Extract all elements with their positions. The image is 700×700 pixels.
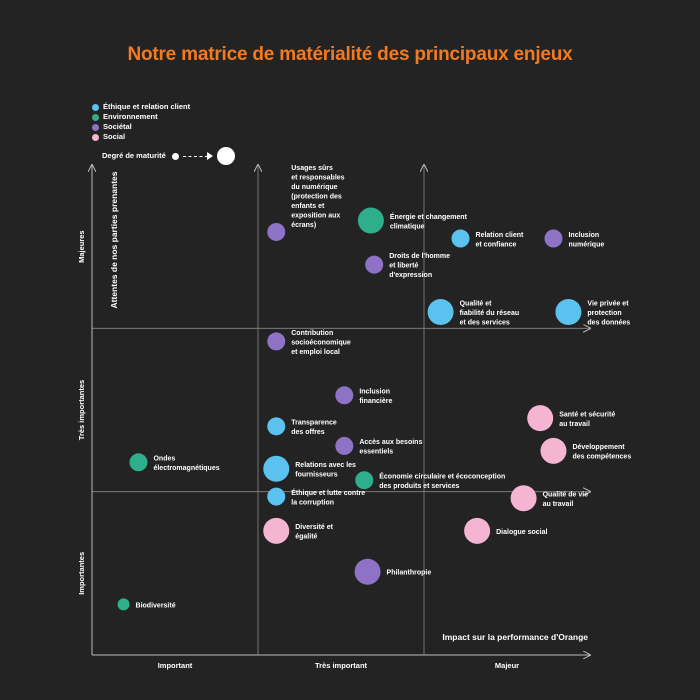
label-line: Qualité et — [459, 300, 492, 308]
label-line: protection — [587, 310, 622, 317]
x-tick-label: Majeur — [494, 661, 520, 670]
data-point — [263, 518, 289, 544]
label-line: électromagnétiques — [153, 465, 220, 473]
label-line: Inclusion — [568, 231, 600, 239]
data-point — [267, 332, 285, 350]
label-line: Qualité de vie — [542, 491, 589, 499]
label-line: des offres — [291, 429, 325, 437]
data-point — [335, 386, 353, 404]
data-point-label — [389, 253, 450, 279]
data-point-label — [153, 456, 219, 473]
label-line: Droits de l'homme — [389, 253, 450, 261]
data-point — [358, 208, 384, 234]
data-point-label — [460, 301, 520, 327]
label-line: au travail — [542, 500, 574, 508]
data-point-label — [390, 212, 468, 231]
legend-label: Environnement — [103, 112, 158, 121]
data-point — [118, 598, 130, 610]
label-line: la corruption — [291, 499, 335, 507]
label-line: Biodiversité — [135, 602, 176, 610]
label-line: Philanthropie — [386, 569, 432, 577]
data-point — [527, 405, 553, 431]
y-tick-label: Importantes — [77, 551, 86, 595]
label-line: Relation client — [475, 231, 524, 239]
label-line: Économie circulaire et écoconception — [379, 473, 506, 481]
data-point — [267, 488, 285, 506]
label-line: égalité — [295, 533, 318, 541]
data-point-label — [587, 301, 630, 327]
data-point-label — [476, 232, 525, 249]
data-point — [428, 299, 454, 325]
data-point — [544, 230, 562, 248]
label-line: enfants et — [291, 202, 325, 210]
data-point-label — [291, 165, 344, 229]
label-line: Éthique et lutte contre — [291, 489, 366, 497]
label-line: Accès aux besoins — [359, 439, 423, 447]
x-axis-title: Impact sur la performance d'Orange — [442, 632, 588, 642]
data-point — [365, 256, 383, 274]
legend-label: Sociétal — [103, 122, 132, 131]
label-line: fournisseurs — [295, 471, 338, 479]
label-line: et emploi local — [291, 348, 340, 356]
data-point-label — [291, 330, 351, 356]
label-line: et responsables — [291, 174, 345, 182]
data-point-label — [359, 389, 392, 406]
y-tick-label: Très importantes — [77, 379, 86, 441]
label-line: (protection des — [291, 193, 342, 201]
label-line: d'expression — [389, 272, 433, 280]
label-line: Usages sûrs — [291, 164, 333, 172]
data-point-label — [572, 444, 631, 461]
label-line: Transparence — [291, 419, 337, 427]
label-line: Contribution — [291, 329, 334, 337]
data-point-label — [559, 411, 615, 428]
label-line: des compétences — [572, 453, 632, 461]
data-point — [452, 230, 470, 248]
label-line: climatique — [389, 223, 425, 231]
x-tick-label: Très important — [314, 661, 368, 670]
label-line: exposition aux — [291, 212, 341, 220]
data-point-label — [295, 524, 333, 541]
label-line: du numérique — [291, 183, 338, 191]
x-tick-label: Important — [157, 661, 193, 670]
label-line: socioéconomique — [291, 339, 351, 347]
data-point — [464, 518, 490, 544]
data-point-label — [295, 462, 356, 479]
label-line: des produits et services — [379, 482, 460, 490]
label-line: numérique — [568, 241, 605, 249]
data-point — [267, 417, 285, 435]
label-line: fiabilité du réseau — [459, 310, 520, 317]
legend-label: Éthique et relation client — [103, 102, 191, 111]
y-axis-title: Attentes de nos parties prenantes — [109, 171, 119, 309]
data-point — [355, 559, 381, 585]
data-point — [335, 437, 353, 455]
chart-title: Notre matrice de matérialité des principaux enjeux — [127, 44, 573, 65]
data-point-label — [568, 232, 604, 249]
data-point — [267, 223, 285, 241]
label-line: Ondes — [153, 455, 176, 463]
label-line: Diversité et — [295, 524, 334, 532]
label-line: au travail — [559, 420, 590, 428]
data-point-label — [291, 488, 365, 507]
maturity-label: Degré de maturité — [102, 151, 166, 160]
label-line: Santé et sécurité — [559, 411, 616, 419]
label-line: essentiels — [359, 448, 394, 456]
data-point — [511, 485, 537, 511]
data-point — [129, 453, 147, 471]
label-line: Dialogue social — [496, 528, 548, 536]
label-line: Énergie et changement — [389, 213, 467, 221]
label-line: et des services — [459, 319, 510, 327]
data-point — [263, 456, 289, 482]
label-line: Développement — [572, 444, 625, 452]
label-line: des données — [587, 319, 631, 327]
label-line: et confiance — [475, 241, 517, 249]
label-line: Inclusion — [359, 388, 391, 396]
data-point-label — [496, 529, 547, 536]
data-point-label — [291, 420, 337, 437]
data-point — [540, 438, 566, 464]
data-point — [555, 299, 581, 325]
label-line: écrans) — [291, 221, 317, 229]
data-point-label — [359, 439, 422, 456]
label-line: financière — [359, 398, 393, 406]
label-line: Vie privée et — [587, 300, 629, 308]
data-point — [355, 471, 373, 489]
data-point-label — [136, 602, 176, 609]
data-point-label — [387, 570, 432, 577]
data-point-label — [543, 491, 589, 508]
label-line: Relations avec les — [295, 462, 356, 470]
legend-label: Social — [103, 132, 126, 141]
data-point-label — [379, 471, 505, 490]
label-line: et liberté — [389, 262, 419, 270]
y-tick-label: Majeures — [77, 230, 86, 263]
